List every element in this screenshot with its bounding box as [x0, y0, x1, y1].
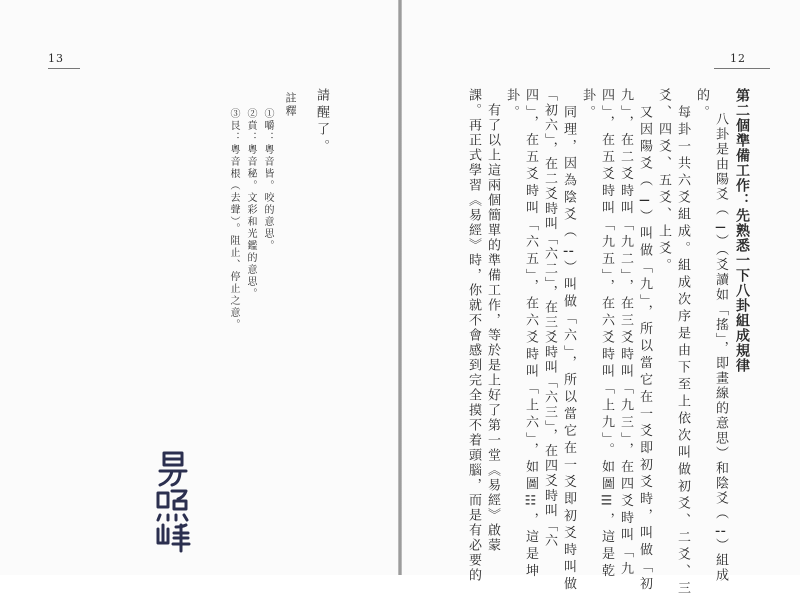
body-column-2: 的。	[694, 88, 709, 122]
body-column-14: 課。再正式學習《易經》時，你就不會感到完全摸不着頭腦，而是有必要的	[466, 88, 481, 583]
body-column-10: 「初六」，在二爻時叫「六二」，在三爻時叫「六三」，在四爻時叫「六	[542, 88, 557, 549]
body-column-6: 九」，在二爻時叫「九二」，在三爻時叫「九三」，在四爻時叫「九	[618, 88, 633, 579]
body-column-3: 每卦一共六爻組成。組成次序是由下至上依次叫做初爻、二爻、三	[675, 88, 690, 598]
body-column-5: 又因陽爻（⚊）叫做「九」，所以當它在一爻即初爻時，叫做「初	[637, 88, 652, 594]
note-2: ②賁：粵音秘。文彩和光鑑的意思。	[245, 108, 256, 300]
left-page	[0, 0, 398, 575]
header-rule-right	[714, 68, 770, 69]
body-column-11: 四」，在五爻時叫「六五」，在六爻時叫「上六」，如圖☷，這是坤	[523, 88, 538, 581]
note-3: ③艮：粵音根（去聲）。阻止、停止之意。	[228, 108, 239, 331]
body-column-1: 八卦是由陽爻（⚊）（爻讀如「搖」，即畫線的意思）和陰爻（⚋）組成	[713, 112, 728, 583]
right-page	[402, 0, 800, 598]
body-column-13: 有了以上這兩個簡單的準備工作，等於是上好了第一堂《易經》啟蒙	[485, 88, 500, 553]
page-number-left: 13	[48, 52, 64, 65]
body-column-8: 卦。	[580, 88, 595, 122]
continued-text: 請醒了。	[314, 88, 329, 156]
body-column-4: 爻、四爻、五爻、上爻。	[656, 88, 671, 275]
note-1: ①嚼：粵音皆。咬的意思。	[262, 108, 273, 252]
section-heading: 第二個準備工作：先熟悉一下八卦組成規律	[734, 88, 750, 373]
author-signature	[150, 445, 200, 555]
body-column-7: 四」，在五爻時叫「九五」，在六爻時叫「上九」。如圖☰，這是乾	[599, 88, 614, 581]
body-column-9: 同理，因為陰爻（⚋）叫做「六」，所以當它在一爻即初爻時叫做	[561, 88, 576, 594]
body-column-12: 卦。	[504, 88, 519, 122]
page-number-right: 12	[730, 52, 746, 65]
notes-title: 註釋	[284, 92, 297, 118]
header-rule-left	[48, 68, 80, 69]
